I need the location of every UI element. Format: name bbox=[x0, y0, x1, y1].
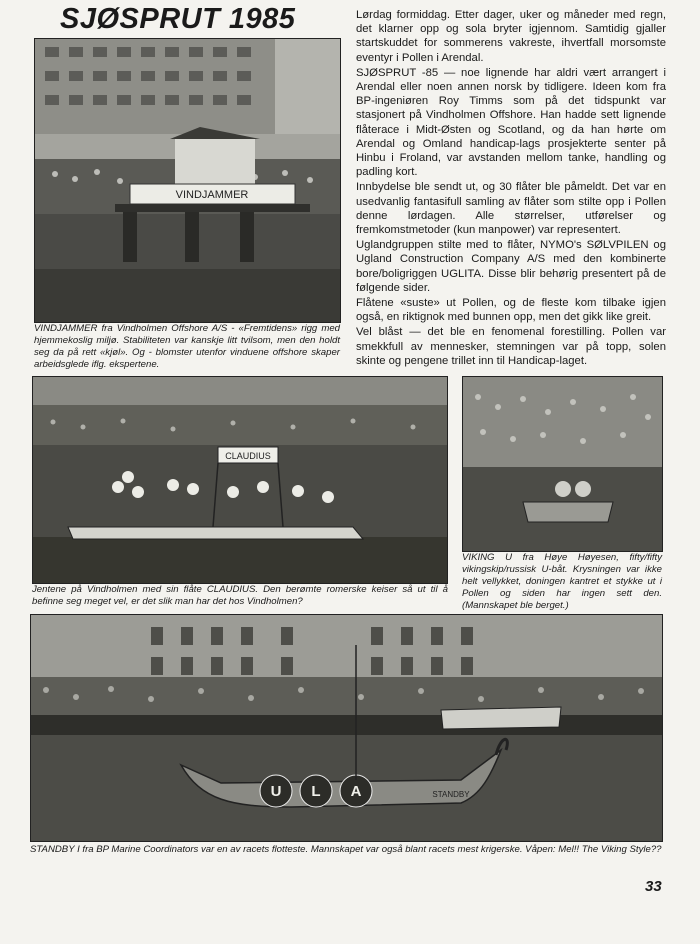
article-paragraph: Innbydelse ble sendt ut, og 30 flåter ble påmeldt. Det var en usedvanlig fantasifull samling av flåter som stilte opp i Pollen denne lørdagen. Alle størrelser, utførelser og fremkomstmetoder (kun manpower) var representert. bbox=[356, 181, 666, 237]
vindjammer-caption: VINDJAMMER fra Vindholmen Offshore A/S - «Fremtidens» rigg med hjemmekoslig miljø. Stabiliteten var kanskje litt tvilsom, men den holdt seg da på rett «kjøl». Og - blomster utenfor vinduene offshore skaper arbeidsglede iflg. ekspertene. bbox=[34, 323, 340, 370]
standby-shields bbox=[260, 775, 372, 807]
claudius-sign: CLAUDIUS bbox=[225, 451, 271, 461]
vindjammer-photo bbox=[34, 38, 341, 323]
article-body bbox=[356, 8, 666, 369]
vindjammer-sign: VINDJAMMER bbox=[175, 189, 249, 201]
article-paragraph: Flåtene «suste» ut Pollen, og de fleste kom tilbake igjen også, en riktignok med bunnen opp, men det gikk like greit. bbox=[356, 297, 666, 324]
shield-letter-1: U bbox=[270, 783, 282, 800]
article-paragraph: Vel blåst — det ble en fenomenal forestilling. Pollen var smekkfull av mennesker, stemningen var på topp, solen skinte og pengene trillet inn til Handicap-laget. bbox=[356, 326, 666, 367]
article-paragraph: Uglandgruppen stilte med to flåter, NYMO's SØLVPILEN og Ugland Construction Company A/S med den kombinerte bore/boligriggen UGLITA. Disse blir behørig presentert på de følgende sider. bbox=[356, 239, 666, 294]
standby-photo bbox=[30, 614, 663, 842]
shield-letter-3: A bbox=[350, 783, 362, 800]
article-paragraph: Lørdag formiddag. Etter dager, uker og måneder med regn, det klarner opp og sola bryter igjennom. Samtidig gjaller startskuddet for sommerens vakreste, ihvertfall morsomste eventyr i Pollen i Arendal. bbox=[356, 9, 666, 64]
claudius-photo bbox=[32, 376, 448, 584]
viking-u-caption: VIKING U fra Høye Høyesen, fifty/fifty vikingskip/russisk U-båt. Krysningen var ikke helt vellykket, doningen kantret et stykke ut i Pollen og siden har ingen sett den. (Mannskapet ble berget.) bbox=[462, 552, 662, 611]
article-paragraph: SJØSPRUT -85 — noe lignende har aldri vært arrangert i Arendal eller noen annen norsk by tidligere. Ideen kom fra BP-ingeniøren Roy Timms som på det tidspunkt var stasjonert på Vindholmen Offshore. Han hadde sett lignende flåterace i Midt-Østen og Scotland, og da han hørte om Arendal og Omland handicap-lags prosjekterte senter på Hinbu i Froland, var avstanden mellom tanke, handling og padling kort. bbox=[356, 66, 666, 179]
article-title: SJØSPRUT 1985 bbox=[60, 3, 296, 35]
shield-letter-2: L bbox=[311, 783, 321, 800]
standby-caption: STANDBY I fra BP Marine Coordinators var en av racets flotteste. Mannskapet var også blant racets mest krigerske. Våpen: Mel!! The Viking Style?? bbox=[30, 844, 662, 855]
page-number: 33 bbox=[645, 878, 662, 895]
claudius-caption: Jentene på Vindholmen med sin flåte CLAUDIUS. Den berømte romerske keiser så ut til å befinne seg meget vel, er det slik man har det hos Vindholmen? bbox=[32, 584, 448, 607]
viking-u-photo bbox=[462, 376, 663, 552]
standby-hull-text: STANDBY bbox=[432, 790, 470, 799]
